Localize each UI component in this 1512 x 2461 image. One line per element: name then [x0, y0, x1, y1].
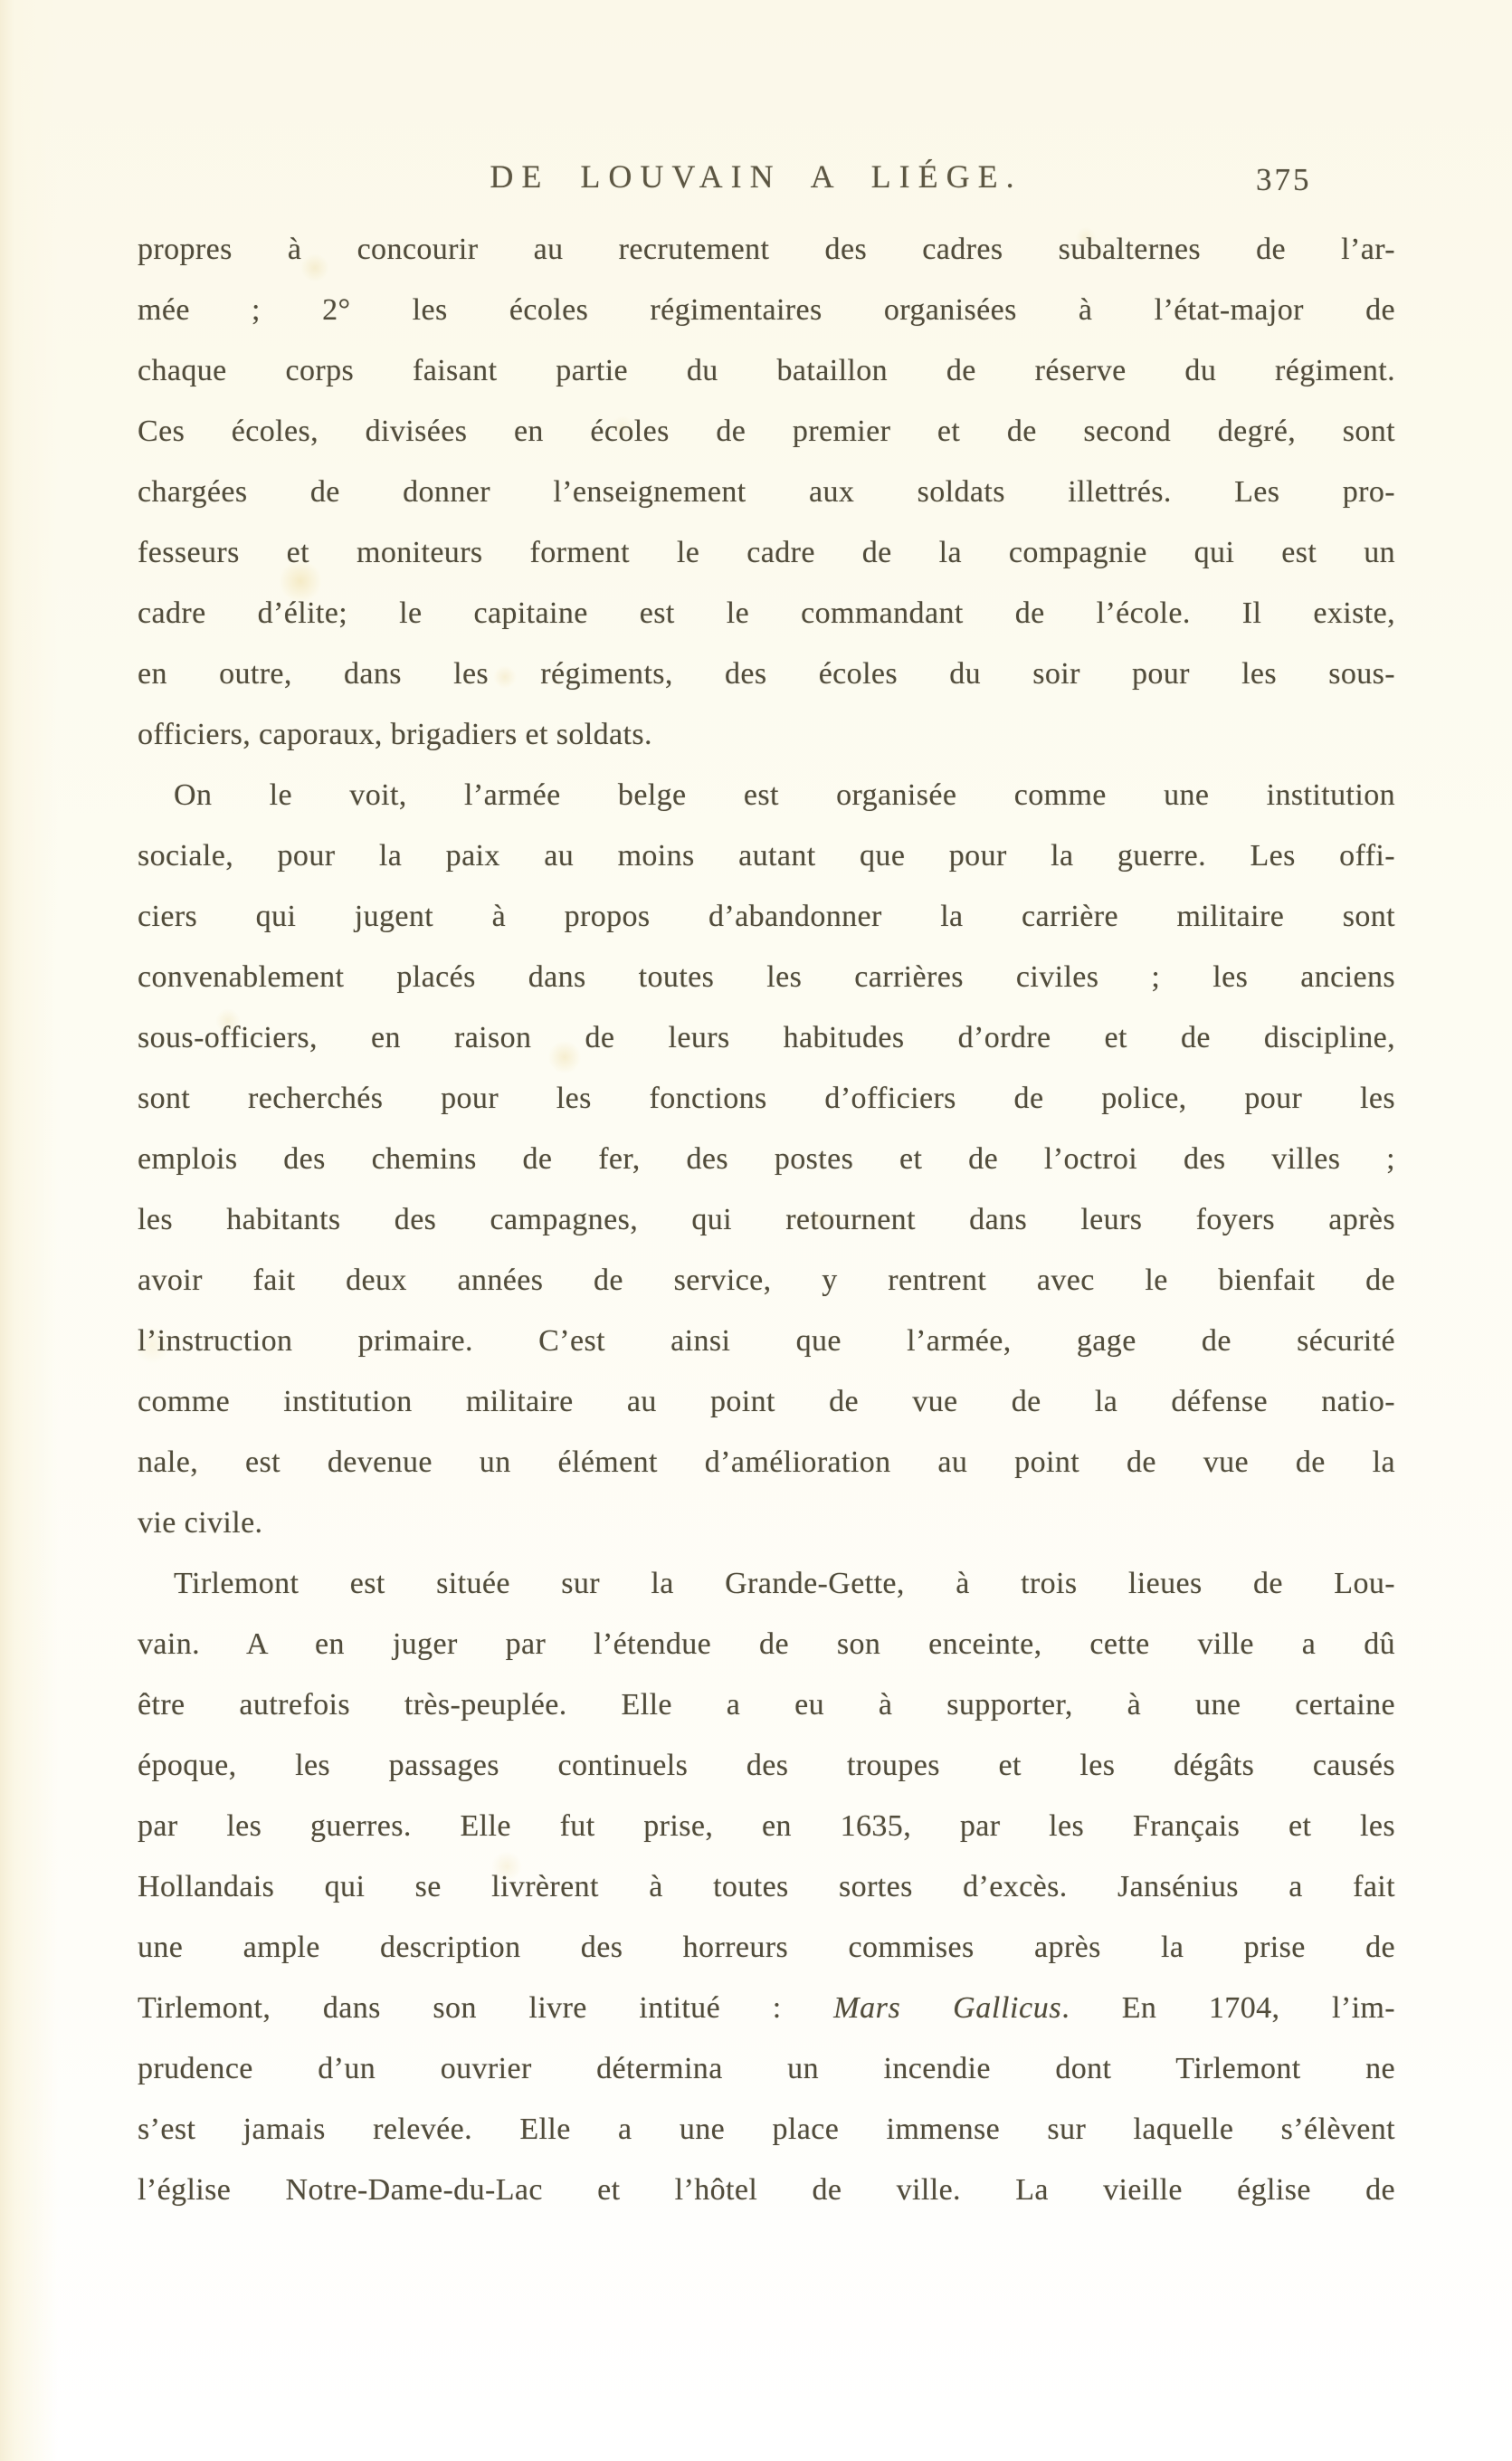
text-line: nale, est devenue un élément d’amélioration au point de vue de la — [138, 1445, 1395, 1479]
text-line: convenablement placés dans toutes les carrières civiles ; les anciens — [138, 960, 1395, 994]
text-line: une ample description des horreurs commises après la prise de — [138, 1931, 1395, 1964]
text-line: prudence d’un ouvrier détermina un incendie dont Tirlemont ne — [138, 2052, 1395, 2085]
text-line: mée ; 2° les écoles régimentaires organisées à l’état-major de — [138, 293, 1395, 327]
text-line: ciers qui jugent à propos d’abandonner la carrière militaire sont — [138, 900, 1395, 933]
page-text — [138, 219, 1395, 2220]
text-line: être autrefois très-peuplée. Elle a eu à supporter, à une certaine — [138, 1688, 1395, 1722]
text-line: cadre d’élite; le capitaine est le commandant de l’école. Il existe, — [138, 596, 1395, 630]
text-line: par les guerres. Elle fut prise, en 1635, par les Français et les — [138, 1809, 1395, 1843]
text-segment: . En 1704, l’im- — [1061, 1991, 1395, 2025]
page-number: 375 — [1256, 162, 1312, 197]
text-line: s’est jamais relevée. Elle a une place immense sur laquelle s’élèvent — [138, 2113, 1395, 2146]
text-line: chaque corps faisant partie du bataillon de réserve du régiment. — [138, 354, 1395, 387]
text-line: époque, les passages continuels des troupes et les dégâts causés — [138, 1749, 1395, 1782]
running-header — [0, 157, 1512, 212]
text-line: sociale, pour la paix au moins autant que pour la guerre. Les offi- — [138, 839, 1395, 873]
text-line: Tirlemont est située sur la Grande-Gette, à trois lieues de Lou- — [174, 1567, 1395, 1600]
text-line: les habitants des campagnes, qui retournent dans leurs foyers après — [138, 1203, 1395, 1236]
text-line: vie civile. — [138, 1506, 263, 1540]
text-line: On le voit, l’armée belge est organisée comme une institution — [174, 778, 1395, 812]
text-line: en outre, dans les régiments, des écoles du soir pour les sous- — [138, 657, 1395, 691]
text-line: Hollandais qui se livrèrent à toutes sortes d’excès. Jansénius a fait — [138, 1870, 1395, 1903]
text-line: chargées de donner l’enseignement aux soldats illettrés. Les pro- — [138, 475, 1395, 509]
text-line: l’église Notre-Dame-du-Lac et l’hôtel de ville. La vieille église de — [138, 2173, 1395, 2207]
text-line: comme institution militaire au point de vue de la défense natio- — [138, 1385, 1395, 1418]
text-segment: Tirlemont, dans son livre intitué : — [138, 1991, 834, 2025]
text-line: emplois des chemins de fer, des postes et de l’octroi des villes ; — [138, 1142, 1395, 1176]
text-line: sous-officiers, en raison de leurs habitudes d’ordre et de discipline, — [138, 1021, 1395, 1054]
text-line: avoir fait deux années de service, y rentrent avec le bienfait de — [138, 1264, 1395, 1297]
text-line: l’instruction primaire. C’est ainsi que l’armée, gage de sécurité — [138, 1324, 1395, 1358]
book-title-italic: Mars Gallicus — [833, 1991, 1062, 2025]
running-header-title: DE LOUVAIN A LIÉGE. — [490, 158, 1022, 195]
text-line: officiers, caporaux, brigadiers et soldats. — [138, 718, 652, 751]
text-line: vain. A en juger par l’étendue de son enceinte, cette ville a dû — [138, 1627, 1395, 1661]
text-line: propres à concourir au recrutement des cadres subalternes de l’ar- — [138, 233, 1395, 266]
text-line: sont recherchés pour les fonctions d’officiers de police, pour les — [138, 1082, 1395, 1115]
text-line: Ces écoles, divisées en écoles de premier et de second degré, sont — [138, 415, 1395, 448]
text-line: fesseurs et moniteurs forment le cadre de la compagnie qui est un — [138, 536, 1395, 569]
text-line — [138, 1978, 1395, 2038]
